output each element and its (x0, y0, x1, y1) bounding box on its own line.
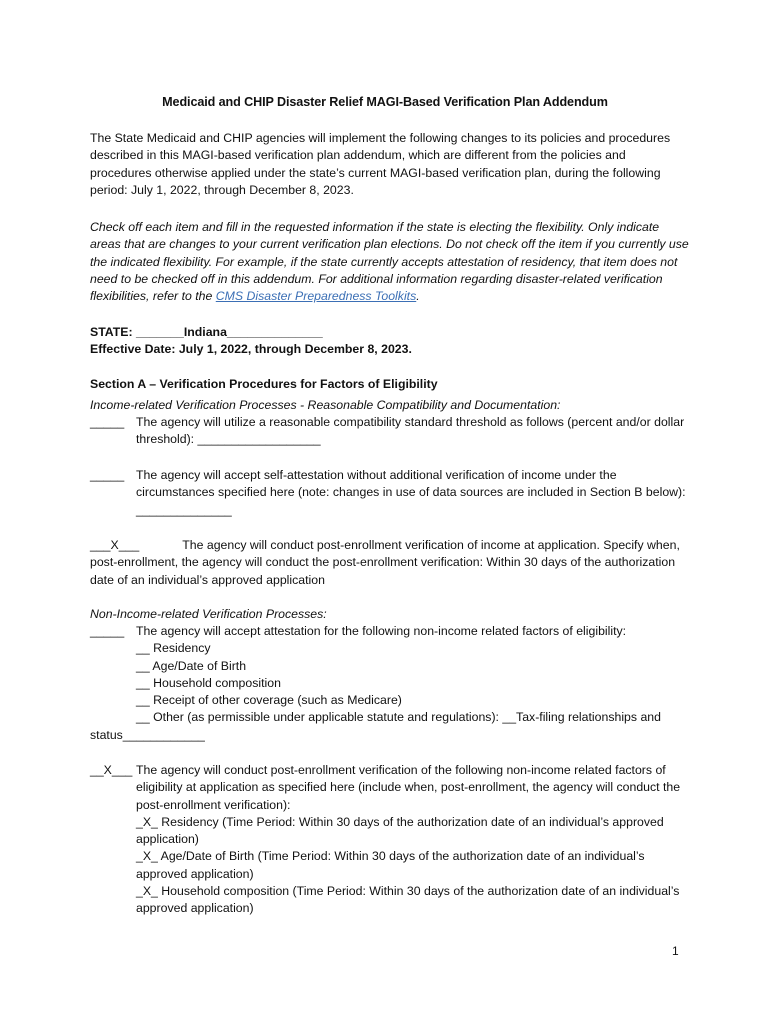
item-text-first: The agency will conduct post-enrollment verification of income at application. Specify (182, 538, 644, 552)
income-heading: Income-related Verification Processes - Reasonable Compatibility and Documentation: (90, 398, 561, 412)
item-text: The agency will conduct post-enrollment verification of the following non-income related factors of eligibility at application as specified here (include when, post-enrollment, the agency will conduct the post-enrollment verification): (136, 763, 681, 812)
document-title: Medicaid and CHIP Disaster Relief MAGI-Based Verification Plan Addendum (162, 95, 608, 109)
sub-item-residency[interactable]: _X_ Residency (Time Period: Within 30 days of the authorization date of an individual’s approved application) (136, 814, 664, 847)
sub-item-household[interactable]: __ Household composition (136, 675, 281, 690)
item-tail: status____________ (90, 727, 205, 742)
checkbox-blank[interactable]: _____ (90, 624, 125, 638)
sub-item-residency[interactable]: __ Residency (136, 641, 211, 656)
instructions-text: Check off each item and fill in the requested information if the state is electing the flexibility. Only indicate areas that are changes to your current verification plan elections. Do not check off the item if you currently use the indicated flexibility. For example, if the state currently accepts attestation of residency, that item does not need to be checked off in this addendum. For additional information regarding disaster-related verification flexibilities, refer to the (90, 220, 689, 304)
checkbox-blank[interactable]: ___X___ (90, 538, 140, 552)
sub-item-age[interactable]: _X_ Age/Date of Birth (Time Period: Within 30 days of the authorization date of an individual’s approved application) (136, 849, 645, 881)
item-text: The agency will accept self-attestation without additional verification of income under the circumstances specified here (note: changes in use of data sources are included in Section B below): ______________ (136, 468, 686, 517)
income-item-self-attestation (90, 467, 690, 519)
cms-toolkit-link[interactable]: CMS Disaster Preparedness Toolkits (215, 289, 417, 304)
income-item-reasonable-compat (90, 414, 690, 449)
effective-date: Effective Date: July 1, 2022, through December 8, 2023. (90, 342, 412, 356)
item-text: The agency will accept attestation for the following non-income related factors of eligibility: (136, 624, 627, 638)
item-text (90, 537, 690, 589)
nonincome-item-attestation (90, 623, 690, 744)
sub-item-other[interactable]: __ Other (as permissible under applicable statute and regulations): __Tax-filing relationships and (136, 710, 661, 725)
page-number: 1 (672, 944, 679, 958)
checkbox-blank[interactable]: _____ (90, 468, 125, 482)
income-item-post-enrollment (90, 537, 690, 589)
state-line: STATE: _______Indiana______________ (90, 325, 323, 339)
sub-item-household[interactable]: _X_ Household composition (Time Period: Within 30 days of the authorization date of an individual’s approved application) (136, 884, 680, 916)
nonincome-item-post-enrollment (90, 762, 690, 918)
instructions-paragraph (90, 219, 690, 305)
section-a-heading: Section A – Verification Procedures for Factors of Eligibility (90, 377, 438, 391)
item-text: The agency will utilize a reasonable compatibility standard threshold as follows (percent and/or dollar threshold): __________________ (136, 415, 685, 447)
sub-item-other-coverage[interactable]: __ Receipt of other coverage (such as Medicare) (136, 693, 402, 708)
item-text-rest: when, post-enrollment, the agency will conduct the post-enrollment verification: Within 30 days of the authorization date of an individual’s approved application (90, 538, 680, 587)
checkbox-marked[interactable]: __X___ (90, 763, 133, 777)
sub-item-age[interactable]: __ Age/Date of Birth (136, 658, 247, 673)
nonincome-heading: Non-Income-related Verification Processes: (90, 607, 327, 621)
instructions-end: . (416, 289, 420, 304)
intro-paragraph: The State Medicaid and CHIP agencies will implement the following changes to its policies and procedures described in this MAGI-based verification plan addendum, which are different from the policies and procedures otherwise applied under the state’s current MAGI-based verification plan, during the following period: July 1, 2022, through December 8, 2023. (90, 131, 671, 197)
checkbox-blank[interactable]: _____ (90, 415, 125, 429)
